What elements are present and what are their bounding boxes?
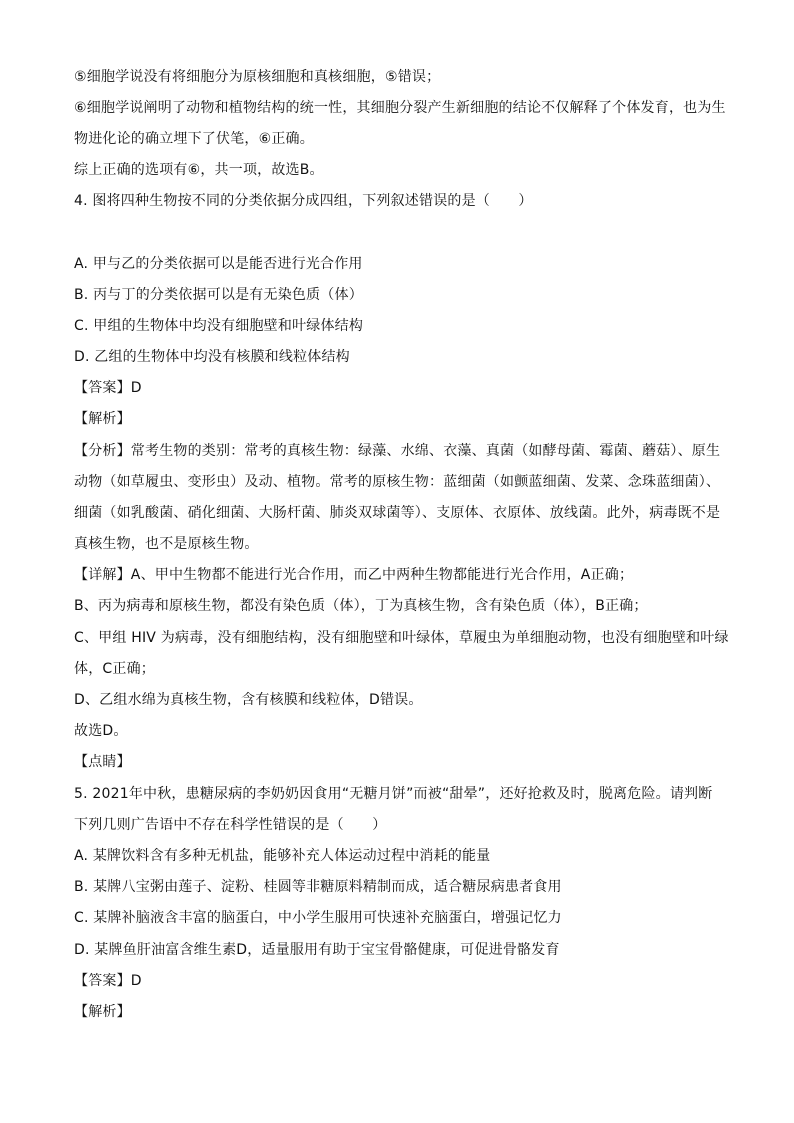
question-5-option-b: B. 某牌八宝粥由莲子、淀粉、桂圆等非糖原料精制而成，适合糖尿病患者食用 xyxy=(74,879,562,895)
text-line-4: 综上正确的选项有⑥，共一项，故选B。 xyxy=(74,162,324,178)
text-line-2: ⑥细胞学说阐明了动物和植物结构的统一性，其细胞分裂产生新细胞的结论不仅解释了个体发育，也为生 xyxy=(74,100,726,116)
detail-line-1: 【详解】A、甲中生物都不能进行光合作用，而乙中两种生物都能进行光合作用，A正确； xyxy=(74,567,634,583)
question-5-option-d: D. 某牌鱼肝油富含维生素D，适量服用有助于宝宝骨骼健康，可促进骨骼发育 xyxy=(74,942,560,958)
analysis-label-2: 【解析】 xyxy=(74,1004,131,1020)
question-4-option-c: C. 甲组的生物体中均没有细胞壁和叶绿体结构 xyxy=(74,318,364,334)
detail-line-2: B、丙为病毒和原核生物，都没有染色质（体），丁为真核生物，含有染色质（体），B正确； xyxy=(74,598,648,614)
question-5-stem-line-2: 下列几则广告语中不存在科学性错误的是（ ） xyxy=(74,817,387,833)
text-line-3: 物进化论的确立埋下了伏笔，⑥正确。 xyxy=(74,131,314,147)
question-5-option-a: A. 某牌饮料含有多种无机盐，能够补充人体运动过程中消耗的能量 xyxy=(74,848,491,864)
conclusion-line: 故选D。 xyxy=(74,723,128,739)
question-4-option-d: D. 乙组的生物体中均没有核膜和线粒体结构 xyxy=(74,349,350,365)
analysis-line-1: 【分析】常考生物的类别：常考的真核生物：绿藻、水绵、衣藻、真菌（如酵母菌、霉菌、蘑菇）、原生 xyxy=(74,443,721,459)
tip-label: 【点睛】 xyxy=(74,754,131,770)
question-5-stem-line-1: 5. 2021年中秋，患糖尿病的李奶奶因食用“无糖月饼”而被“甜晕”，还好抢救及时，脱离危险。请判断 xyxy=(74,786,713,802)
detail-line-5: D、乙组水绵为真核生物，含有核膜和线粒体，D错误。 xyxy=(74,692,423,708)
analysis-line-4: 真核生物，也不是原核生物。 xyxy=(74,536,259,552)
question-4-option-a: A. 甲与乙的分类依据可以是能否进行光合作用 xyxy=(74,256,363,272)
analysis-label: 【解析】 xyxy=(74,411,131,427)
analysis-line-3: 细菌（如乳酸菌、硝化细菌、大肠杆菌、肺炎双球菌等）、支原体、衣原体、放线菌。此外，病毒既不是 xyxy=(74,505,721,521)
detail-line-4: 体，C正确； xyxy=(74,661,155,677)
answer-label-2: 【答案】D xyxy=(74,973,142,989)
answer-label: 【答案】D xyxy=(74,380,142,396)
text-line-1: ⑤细胞学说没有将细胞分为原核细胞和真核细胞，⑤错误； xyxy=(74,69,441,85)
question-5-option-c: C. 某牌补脑液含丰富的脑蛋白，中小学生服用可快速补充脑蛋白，增强记忆力 xyxy=(74,910,562,926)
question-4-stem: 4. 图将四种生物按不同的分类依据分成四组，下列叙述错误的是（ ） xyxy=(74,193,533,209)
detail-line-3: C、甲组 HIV 为病毒，没有细胞结构，没有细胞壁和叶绿体，草履虫为单细胞动物，也没有细胞壁和叶绿 xyxy=(74,630,729,646)
analysis-line-2: 动物（如草履虫、变形虫）及动、植物。常考的原核生物：蓝细菌（如颤蓝细菌、发菜、念珠蓝细菌）、 xyxy=(74,474,721,490)
question-4-option-b: B. 丙与丁的分类依据可以是有无染色质（体） xyxy=(74,287,363,303)
